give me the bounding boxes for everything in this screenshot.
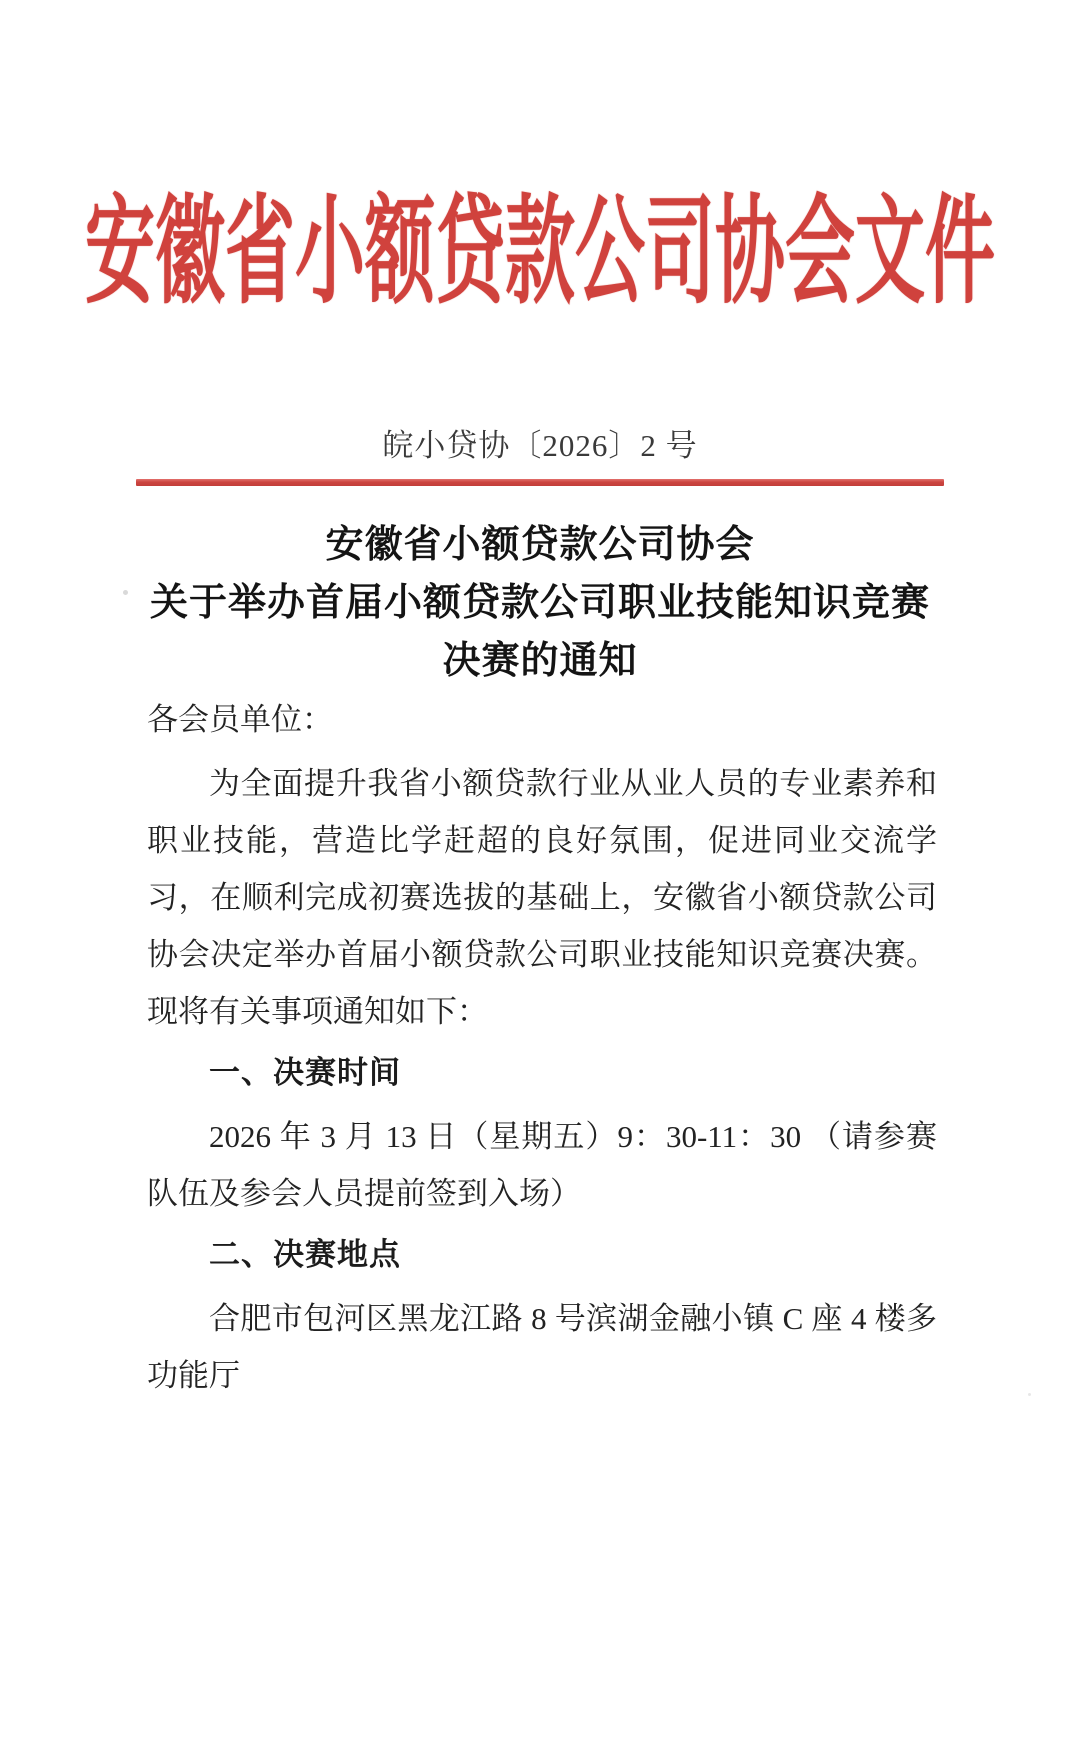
intro-paragraph: 为全面提升我省小额贷款行业从业人员的专业素养和职业技能，营造比学赶超的良好氛围，促进同业交流学习，在顺利完成初赛选拔的基础上，安徽省小额贷款公司协会决定举办首届小额贷款公司职业技能知识竞赛决赛。现将有关事项通知如下： [147, 766, 937, 1029]
notice-body [147, 691, 937, 1404]
org-title-wrap [0, 189, 1080, 319]
scan-speck [1028, 1393, 1031, 1396]
red-divider-rule [136, 479, 944, 486]
notice-title-line2: 关于举办首届小额贷款公司职业技能知识竞赛 [149, 582, 930, 624]
section-2-body: 合肥市包河区黑龙江路 8 号滨湖金融小镇 C 座 4 楼多功能厅 [147, 1301, 937, 1393]
org-title: 安徽省小额贷款公司协会文件 [85, 189, 995, 319]
notice-title-line3: 决赛的通知 [442, 640, 638, 682]
document-page [0, 189, 1080, 1746]
letterhead [0, 189, 1080, 486]
section-2-heading: 二、决赛地点 [209, 1237, 401, 1272]
section-1-heading: 一、决赛时间 [209, 1055, 401, 1090]
section-1-body: 2026 年 3 月 13 日（星期五）9：30-11：30 （请参赛队伍及参会人员提前签到入场） [147, 1119, 937, 1211]
doc-number: 皖小贷协〔2026〕2 号 [382, 428, 698, 463]
salutation: 各会员单位： [147, 702, 333, 737]
notice-title-line1: 安徽省小额贷款公司协会 [325, 524, 755, 566]
notice-title [0, 516, 1080, 690]
scan-speck [123, 590, 128, 595]
